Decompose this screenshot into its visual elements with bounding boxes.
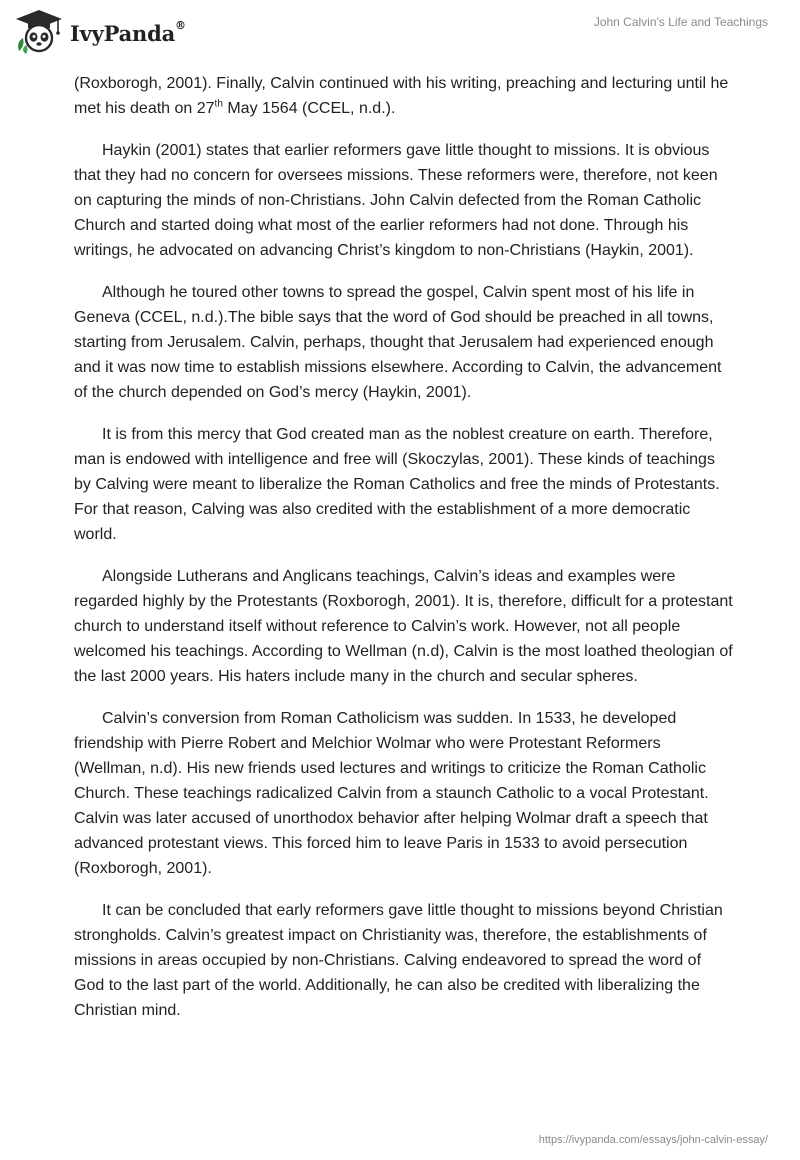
essay-body [74, 71, 734, 1040]
paragraph-4: It is from this mercy that God created man as the noblest creature on earth. Therefore, man is endowed with intelligence and free will (Skoczylas, 2001). These kinds of teachings by Calving were meant to liberalize the Roman Catholics and free the minds of Protestants. For that reason, Calving was also credited with the establishment of a more democratic world. [74, 426, 720, 543]
paragraph-7: It can be concluded that early reformers gave little thought to missions beyond Christian strongholds. Calvin’s greatest impact on Christianity was, therefore, the establishments of missions in areas occupied by non-Christians. Calving endeavored to spread the word of God to the last part of the world. Additionally, he can also be credited with liberalizing the Christian mind. [74, 902, 723, 1019]
source-url-link[interactable]: https://ivypanda.com/essays/john-calvin-essay/ [538, 1134, 768, 1146]
paragraph-3: Although he toured other towns to spread the gospel, Calvin spent most of his life in Geneva (CCEL, n.d.).The bible says that the word of God should be preached in all towns, starting from Jerusalem. Calvin, perhaps, thought that Jerusalem had experienced enough and it was now time to establish missions elsewhere. According to Calvin, the advancement of the church depended on God’s mercy (Haykin, 2001). [74, 284, 722, 401]
ordinal-suffix: th [214, 98, 223, 110]
panda-graduation-cap-icon [14, 8, 64, 54]
paragraph-6: Calvin’s conversion from Roman Catholicism was sudden. In 1533, he developed friendship with Pierre Robert and Melchior Wolmar who were Protestant Reformers (Wellman, n.d). His new friends used lectures and writings to criticize the Roman Catholic Church. These teachings radicalized Calvin from a staunch Catholic to a vocal Protestant. Calvin was later accused of unorthodox behavior after helping Wolmar draft a speech that advanced protestant views. This forced him to leave Paris in 1533 to avoid persecution (Roxborogh, 2001). [74, 710, 709, 877]
paragraph-2: Haykin (2001) states that earlier reformers gave little thought to missions. It is obvious that they had no concern for oversees missions. These reformers were, therefore, not keen on capturing the minds of non-Christians. John Calvin defected from the Roman Catholic Church and started doing what most of the earlier reformers had not done. Through his writings, he advocated on advancing Christ’s kingdom to non-Christians (Haykin, 2001). [74, 142, 718, 259]
registered-mark: ® [175, 18, 186, 32]
brand-name: IvyPanda® [70, 18, 186, 46]
document-title: John Calvin's Life and Teachings [593, 15, 768, 29]
paragraph-5: Alongside Lutherans and Anglicans teachings, Calvin’s ideas and examples were regarded highly by the Protestants (Roxborogh, 2001). It is, therefore, difficult for a protestant church to understand itself without reference to Calvin’s work. However, not all people welcomed his teachings. According to Wellman (n.d), Calvin is the most loathed theologian of the last 2000 years. His haters include many in the church and secular spheres. [74, 568, 733, 685]
page-header [0, 0, 800, 66]
paragraph-1: (Roxborogh, 2001). Finally, Calvin continued with his writing, preaching and lecturing until he met his death on 27th May 1564 (CCEL, n.d.). [74, 75, 729, 117]
ivypanda-logo[interactable] [14, 8, 186, 54]
